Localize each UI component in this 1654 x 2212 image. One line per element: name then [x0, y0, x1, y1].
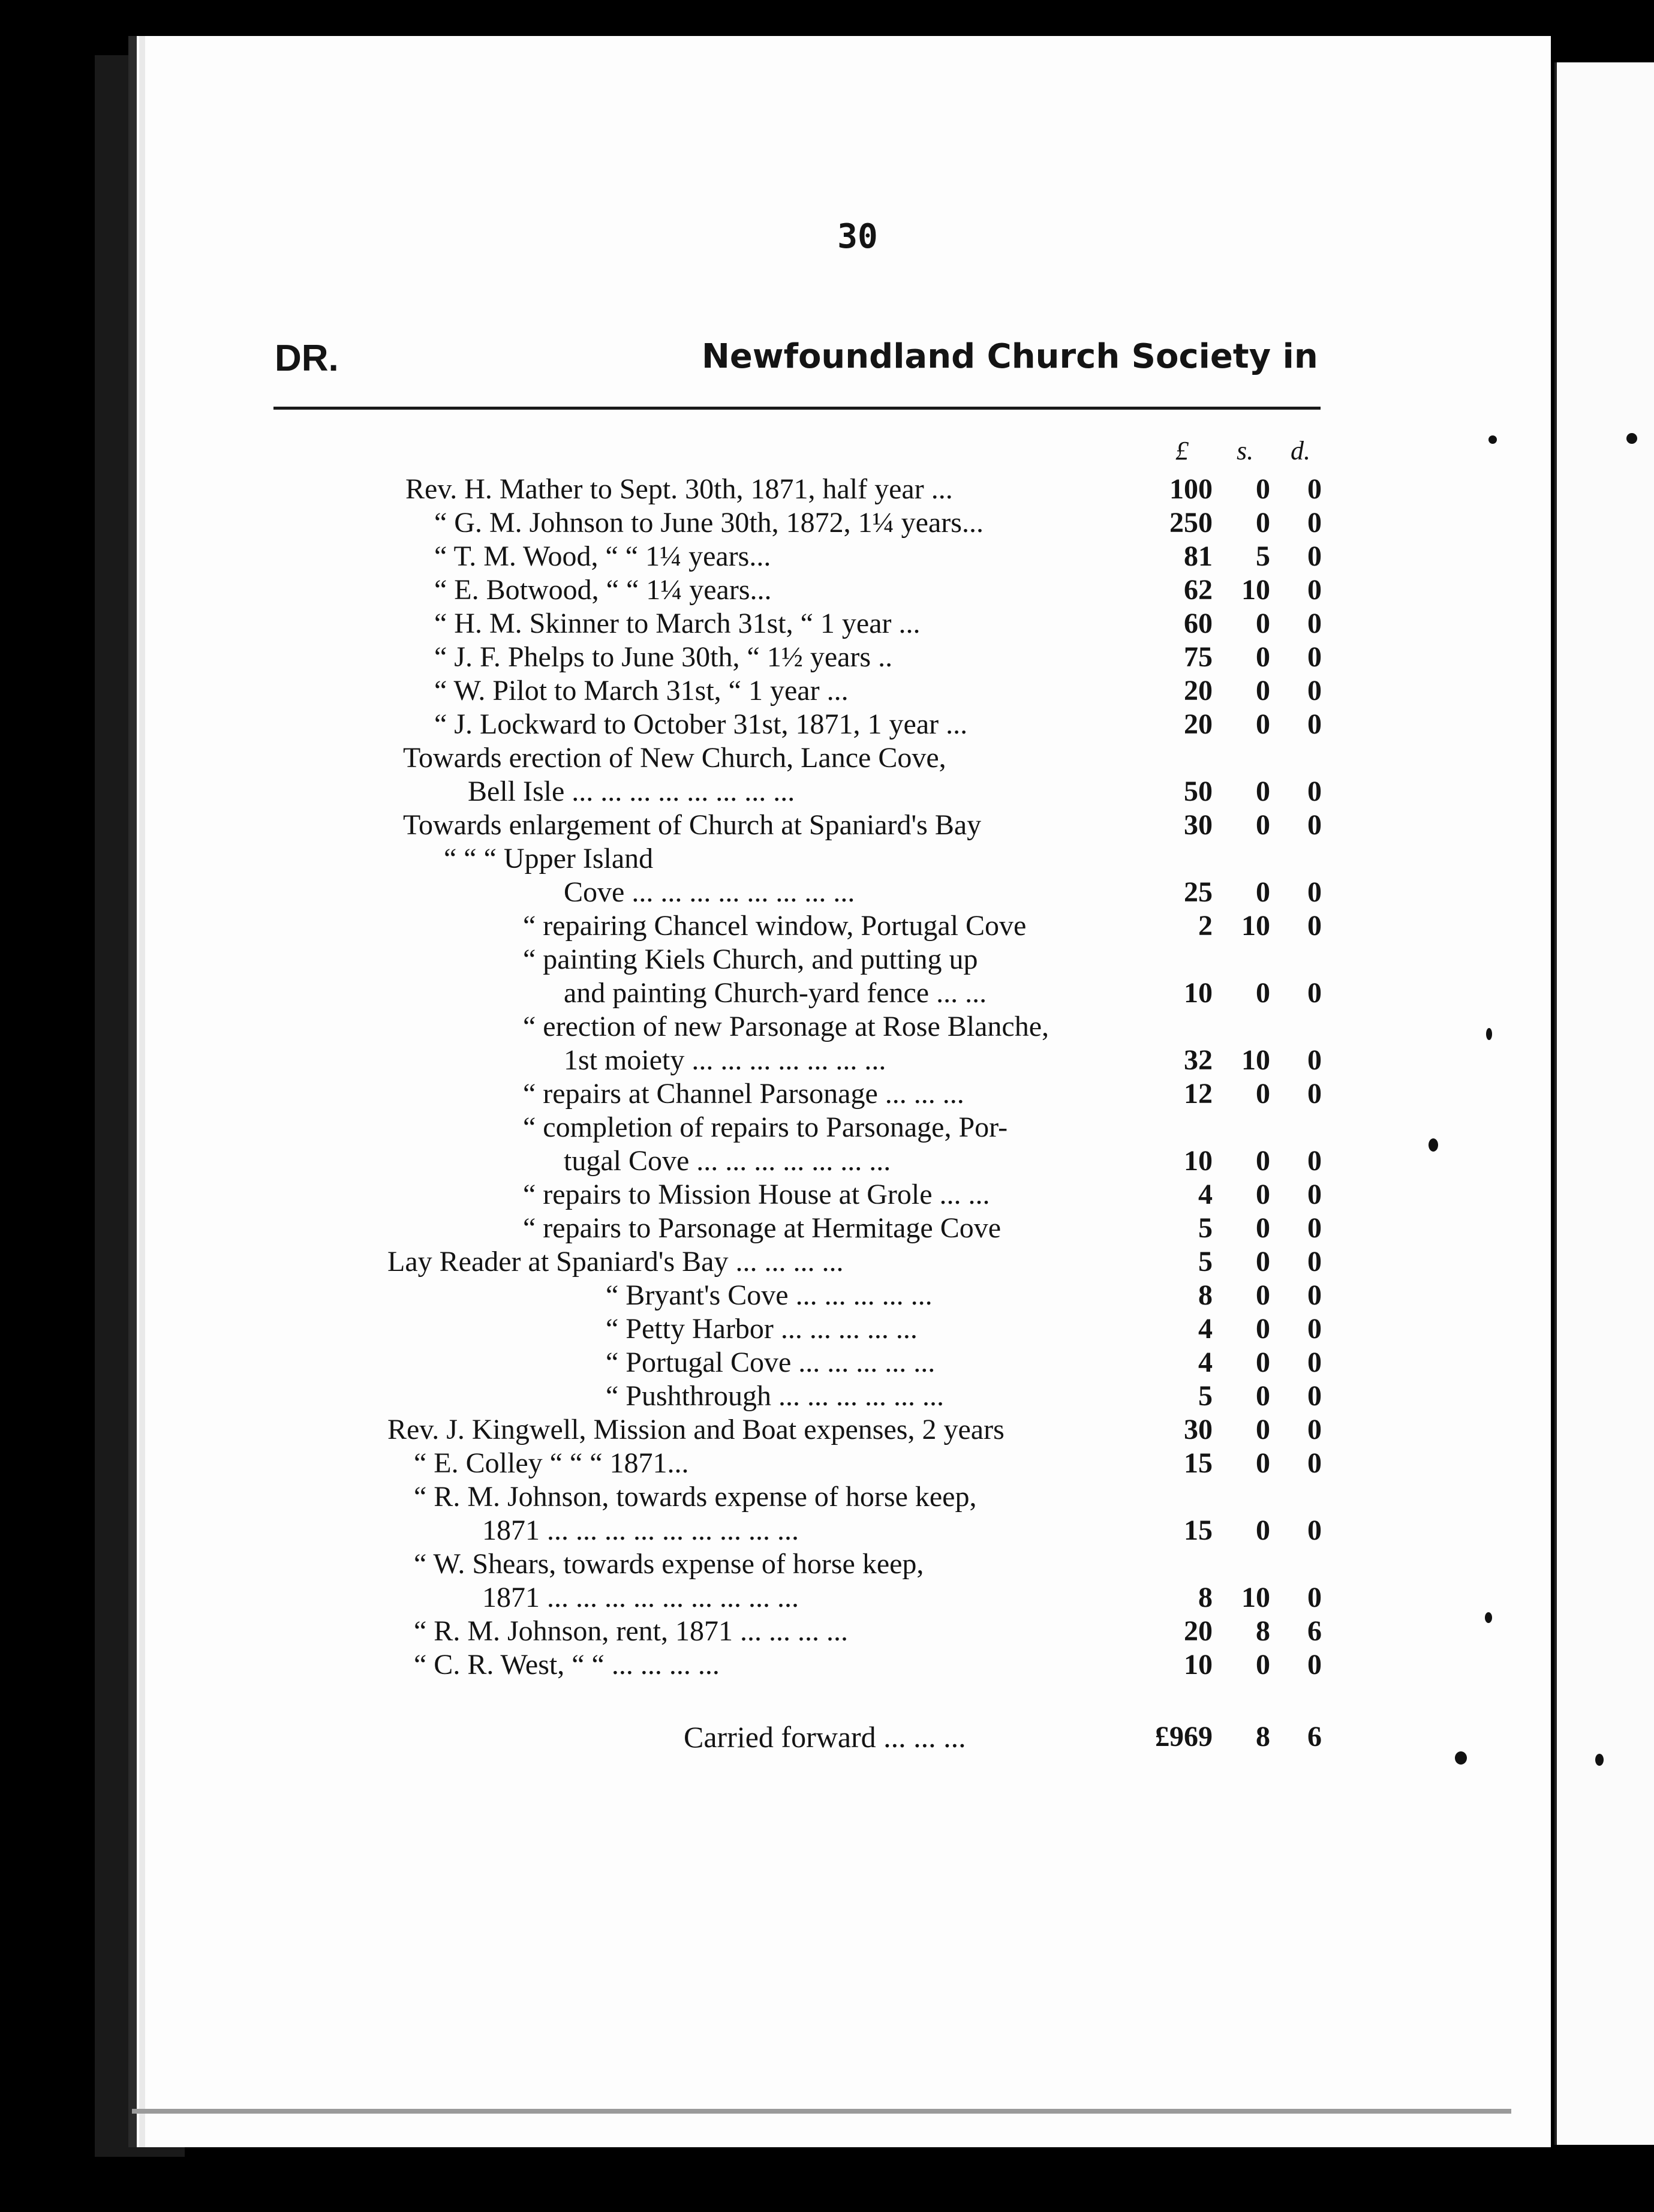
amount-shillings: 0	[1256, 1649, 1270, 1681]
ledger-entry-text: “ completion of repairs to Parsonage, Por-	[523, 1111, 1008, 1143]
amount-shillings: 0	[1256, 608, 1270, 639]
amount-pence: 0	[1307, 507, 1322, 539]
amount-pounds: 10	[1184, 977, 1213, 1009]
ledger-entry-text: Lay Reader at Spaniard's Bay ... ... ... ...	[387, 1246, 844, 1278]
amount-pence: 0	[1307, 1145, 1322, 1177]
amount-shillings: 0	[1256, 809, 1270, 841]
amount-pence: 0	[1307, 1044, 1322, 1076]
amount-pounds: 15	[1184, 1514, 1213, 1546]
amount-pence: 0	[1307, 473, 1322, 505]
ledger-entry-text: 1st moiety ... ... ... ... ... ... ...	[564, 1044, 886, 1076]
page-bottom-edge	[132, 2109, 1511, 2114]
ledger-entry-text: and painting Church-yard fence ... ...	[564, 977, 987, 1009]
amount-pounds: 30	[1184, 809, 1213, 841]
scan-speck	[1486, 1028, 1492, 1040]
total-shillings: 8	[1256, 1721, 1270, 1753]
ledger-entry-text: “ Petty Harbor ... ... ... ... ...	[606, 1313, 918, 1345]
amount-shillings: 0	[1256, 708, 1270, 740]
amount-pounds: 32	[1184, 1044, 1213, 1076]
ledger-entry-text: “ erection of new Parsonage at Rose Blanche,	[523, 1011, 1049, 1042]
amount-pence: 0	[1307, 574, 1322, 606]
amount-shillings: 0	[1256, 1447, 1270, 1479]
amount-pence: 0	[1307, 809, 1322, 841]
pounds-column-header: £	[1175, 436, 1189, 465]
ledger-entry-text: “ repairing Chancel window, Portugal Cove	[523, 910, 1027, 942]
amount-pence: 0	[1307, 708, 1322, 740]
amount-pounds: 4	[1198, 1179, 1213, 1210]
amount-shillings: 0	[1256, 1212, 1270, 1244]
amount-shillings: 0	[1256, 977, 1270, 1009]
title-rule	[273, 407, 1321, 410]
amount-shillings: 0	[1256, 776, 1270, 807]
amount-pence: 0	[1307, 1212, 1322, 1244]
ledger-entry-text: “ W. Pilot to March 31st, “ 1 year ...	[434, 675, 849, 707]
amount-pence: 6	[1307, 1615, 1322, 1647]
amount-pounds: 5	[1198, 1246, 1213, 1278]
scan-speck	[1455, 1751, 1467, 1765]
amount-pence: 0	[1307, 1179, 1322, 1210]
ledger-entry-text: “ repairs to Mission House at Grole ... ...	[523, 1179, 990, 1210]
amount-shillings: 8	[1256, 1615, 1270, 1647]
amount-shillings: 0	[1256, 1313, 1270, 1345]
amount-pence: 0	[1307, 1649, 1322, 1681]
ledger-entry-text: “ E. Colley “ “ “ 1871...	[414, 1447, 689, 1479]
ledger-entry-text: “ J. Lockward to October 31st, 1871, 1 year ...	[434, 708, 968, 740]
ledger-entry-text: “ C. R. West, “ “ ... ... ... ...	[414, 1649, 720, 1681]
carried-forward-label: Carried forward ... ... ...	[684, 1720, 966, 1754]
amount-shillings: 0	[1256, 1279, 1270, 1311]
amount-pounds: 30	[1184, 1414, 1213, 1445]
ledger-entry-text: Rev. H. Mather to Sept. 30th, 1871, half year ...	[405, 473, 953, 505]
ledger-entry-text: “ Pushthrough ... ... ... ... ... ...	[606, 1380, 944, 1412]
page-number: 30	[837, 217, 878, 256]
ledger-entry-text: Cove ... ... ... ... ... ... ... ...	[564, 876, 855, 908]
amount-pence: 0	[1307, 977, 1322, 1009]
amount-shillings: 0	[1256, 1145, 1270, 1177]
ledger-entry-text: Towards enlargement of Church at Spaniard's Bay	[403, 809, 982, 841]
amount-pounds: 12	[1184, 1078, 1213, 1110]
amount-pounds: 8	[1198, 1582, 1213, 1613]
amount-shillings: 0	[1256, 675, 1270, 707]
amount-pence: 0	[1307, 1447, 1322, 1479]
amount-shillings: 0	[1256, 1347, 1270, 1378]
amount-shillings: 0	[1256, 1246, 1270, 1278]
amount-shillings: 10	[1241, 910, 1270, 942]
scan-speck	[1429, 1138, 1438, 1152]
ledger-entry-text: “ “ “ Upper Island	[444, 843, 654, 874]
ledger-entry-text: “ R. M. Johnson, towards expense of horse keep,	[414, 1481, 977, 1513]
amount-shillings: 0	[1256, 1514, 1270, 1546]
page-title: Newfoundland Church Society in	[702, 337, 1318, 376]
amount-pounds: 10	[1184, 1145, 1213, 1177]
amount-shillings: 0	[1256, 1414, 1270, 1445]
amount-pounds: 20	[1184, 675, 1213, 707]
amount-shillings: 10	[1241, 574, 1270, 606]
ledger-entry-text: Bell Isle ... ... ... ... ... ... ... ...	[468, 776, 795, 807]
amount-pence: 0	[1307, 910, 1322, 942]
amount-shillings: 0	[1256, 507, 1270, 539]
ledger-entry-text: “ E. Botwood, “ “ 1¼ years...	[434, 574, 772, 606]
amount-shillings: 0	[1256, 473, 1270, 505]
amount-pounds: 15	[1184, 1447, 1213, 1479]
amount-shillings: 0	[1256, 1078, 1270, 1110]
amount-pounds: 62	[1184, 574, 1213, 606]
amount-pence: 0	[1307, 876, 1322, 908]
amount-pounds: 50	[1184, 776, 1213, 807]
ledger-entry-text: 1871 ... ... ... ... ... ... ... ... ...	[482, 1582, 799, 1613]
amount-pence: 0	[1307, 675, 1322, 707]
amount-shillings: 0	[1256, 641, 1270, 673]
amount-pounds: 20	[1184, 1615, 1213, 1647]
ledger-entry-text: “ R. M. Johnson, rent, 1871 ... ... ... ...	[414, 1615, 848, 1647]
ledger-entry-text: “ Portugal Cove ... ... ... ... ...	[606, 1347, 936, 1378]
amount-pence: 0	[1307, 1380, 1322, 1412]
scan-speck	[1626, 433, 1637, 444]
amount-pounds: 25	[1184, 876, 1213, 908]
amount-pounds: 81	[1184, 540, 1213, 572]
amount-pence: 0	[1307, 1514, 1322, 1546]
amount-pence: 0	[1307, 1246, 1322, 1278]
amount-shillings: 10	[1241, 1582, 1270, 1613]
total-pence: 6	[1307, 1721, 1322, 1753]
amount-pounds: 2	[1198, 910, 1213, 942]
amount-shillings: 10	[1241, 1044, 1270, 1076]
amount-pence: 0	[1307, 1313, 1322, 1345]
amount-pence: 0	[1307, 1279, 1322, 1311]
ledger-entry-text: “ G. M. Johnson to June 30th, 1872, 1¼ years...	[434, 507, 984, 539]
ledger-entry-text: tugal Cove ... ... ... ... ... ... ...	[564, 1145, 891, 1177]
amount-pence: 0	[1307, 540, 1322, 572]
amount-shillings: 0	[1256, 1179, 1270, 1210]
debit-label: DR.	[275, 338, 339, 379]
amount-pounds: 20	[1184, 708, 1213, 740]
amount-pounds: 5	[1198, 1212, 1213, 1244]
shillings-column-header: s.	[1237, 436, 1254, 465]
amount-pence: 0	[1307, 1582, 1322, 1613]
ledger-entry-text: “ H. M. Skinner to March 31st, “ 1 year ...	[434, 608, 921, 639]
amount-pounds: 250	[1169, 507, 1213, 539]
amount-pounds: 4	[1198, 1347, 1213, 1378]
amount-pence: 0	[1307, 776, 1322, 807]
amount-shillings: 0	[1256, 876, 1270, 908]
scan-speck	[1488, 435, 1497, 444]
adjacent-page-strip	[1554, 62, 1654, 2145]
scan-speck	[1485, 1612, 1492, 1623]
amount-pounds: 10	[1184, 1649, 1213, 1681]
ledger-entry-text: “ W. Shears, towards expense of horse keep,	[414, 1548, 924, 1580]
ledger-entry-text: “ painting Kiels Church, and putting up	[523, 943, 978, 975]
ledger-entry-text: “ T. M. Wood, “ “ 1¼ years...	[434, 540, 771, 572]
amount-pounds: 60	[1184, 608, 1213, 639]
ledger-entry-text: “ J. F. Phelps to June 30th, “ 1½ years ..	[434, 641, 893, 673]
amount-shillings: 5	[1256, 540, 1270, 572]
amount-pence: 0	[1307, 608, 1322, 639]
amount-pence: 0	[1307, 1078, 1322, 1110]
total-pounds: £969	[1155, 1721, 1213, 1753]
amount-pounds: 5	[1198, 1380, 1213, 1412]
ledger-entry-text: “ Bryant's Cove ... ... ... ... ...	[606, 1279, 933, 1311]
amount-pounds: 75	[1184, 641, 1213, 673]
ledger-entry-text: “ repairs to Parsonage at Hermitage Cove	[523, 1212, 1002, 1244]
ledger-entry-text: “ repairs at Channel Parsonage ... ... ...	[523, 1078, 964, 1110]
amount-pence: 0	[1307, 1414, 1322, 1445]
amount-pounds: 8	[1198, 1279, 1213, 1311]
amount-pounds: 100	[1169, 473, 1213, 505]
page-edge	[139, 36, 145, 2147]
amount-pounds: 4	[1198, 1313, 1213, 1345]
amount-shillings: 0	[1256, 1380, 1270, 1412]
pence-column-header: d.	[1291, 436, 1310, 465]
amount-pence: 0	[1307, 1347, 1322, 1378]
scan-speck	[1595, 1754, 1604, 1766]
amount-pence: 0	[1307, 641, 1322, 673]
ledger-entry-text: Towards erection of New Church, Lance Cove,	[403, 742, 946, 774]
ledger-entry-text: Rev. J. Kingwell, Mission and Boat expenses, 2 years	[387, 1414, 1005, 1445]
ledger-entry-text: 1871 ... ... ... ... ... ... ... ... ...	[482, 1514, 799, 1546]
